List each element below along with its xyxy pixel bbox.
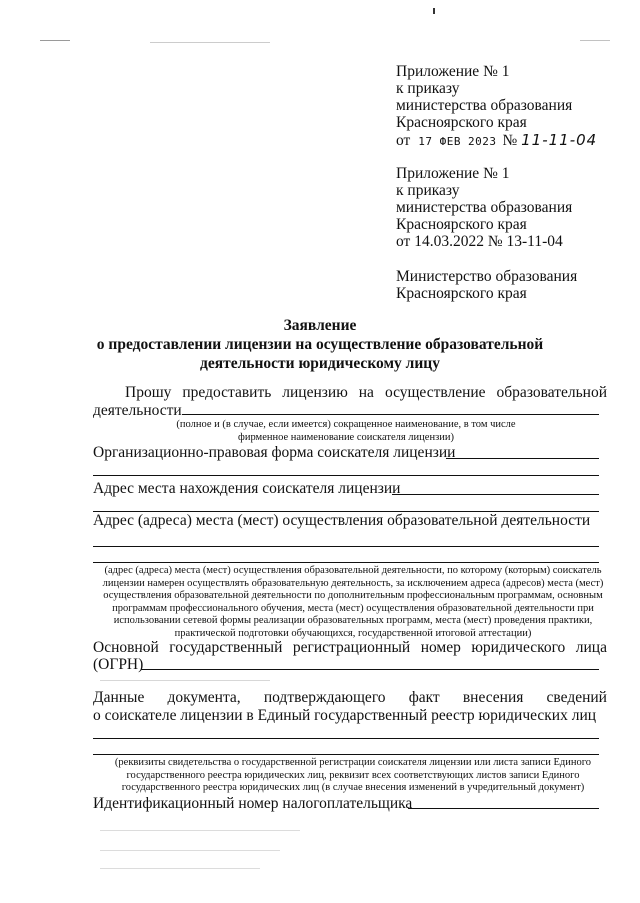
document-subtitle-line-2: деятельности юридическому лицу — [199, 355, 440, 372]
egrul-field-1[interactable] — [93, 738, 599, 739]
note-line: программам профессионального обучения, места (мест) осуществления образовательной деятельности при — [112, 602, 594, 614]
note-line: использовании сетевой формы реализации образовательных программ, места (мест) проведения практики, — [113, 615, 593, 626]
ogrn-field[interactable] — [141, 669, 599, 670]
inn-label: Идентификационный номер налогоплательщика — [93, 795, 413, 812]
addressee-region: Красноярского края — [396, 285, 527, 302]
note-line: (реквизиты свидетельства о государственной регистрации соискателя лицензии или листа записи Единого — [114, 757, 592, 768]
egrul-label-line-2: о соискателе лицензии в Единый государственный реестр юридических лиц — [93, 707, 597, 724]
order-label: к приказу — [396, 80, 460, 97]
handwritten-order-number: 11-11-04 — [521, 131, 598, 149]
request-word: образовательной — [496, 384, 607, 401]
region-label: Красноярского края — [396, 114, 527, 131]
inn-field[interactable] — [408, 808, 599, 809]
ministry-label: министерства образования — [396, 199, 573, 216]
request-word: на — [358, 384, 374, 401]
appendix-label: Приложение № 1 — [396, 63, 510, 80]
egrul-word: документа, — [167, 689, 241, 706]
egrul-word: внесения — [462, 689, 524, 706]
egrul-note — [93, 757, 613, 795]
scan-noise — [40, 40, 70, 41]
egrul-word: Данные — [93, 689, 145, 706]
note-line: осуществления образовательной деятельности по дополнительным профессиональным программам, основным — [103, 590, 603, 601]
scan-noise — [150, 42, 270, 43]
order-date-line: от 14.03.2022 № 13-11-04 — [396, 233, 563, 250]
scan-noise — [100, 868, 260, 869]
request-word: лицензию — [282, 384, 348, 401]
region-label: Красноярского края — [396, 216, 527, 233]
document-subtitle-line-1: о предоставлении лицензии на осуществление образовательной — [96, 336, 544, 353]
note-line: (адрес (адреса) места (мест) осуществления образовательной деятельности, по которому (которым) соискатель — [104, 565, 602, 576]
ogrn-word: юридического — [471, 639, 566, 656]
ogrn-word: номер — [420, 639, 461, 656]
order-label: к приказу — [396, 182, 460, 199]
egrul-word: факт — [408, 689, 440, 706]
request-line-1 — [125, 384, 607, 402]
date-prefix: от — [396, 132, 411, 149]
note-line: фирменное наименование соискателя лицензии) — [238, 431, 454, 443]
scan-noise — [433, 8, 435, 14]
scan-noise — [100, 680, 270, 681]
request-line-2-label: деятельности — [93, 402, 182, 419]
addressee — [396, 268, 577, 302]
activity-address-field-1[interactable] — [93, 546, 599, 547]
applicant-name-note — [93, 419, 599, 444]
request-word: предоставить — [182, 384, 272, 401]
activity-address-field-2[interactable] — [93, 562, 599, 563]
address-field[interactable] — [392, 494, 599, 495]
org-form-field[interactable] — [446, 458, 599, 459]
appendix-header-2 — [396, 165, 572, 250]
note-line: практической подготовки обучающихся, государственной итоговой аттестации) — [174, 627, 532, 639]
org-form-field-continued[interactable] — [93, 475, 599, 476]
ogrn-label-line-1 — [93, 639, 607, 657]
document-title: Заявление — [283, 317, 357, 334]
note-line: государственного реестра юридических лиц, реквизит всех соответствующих листов записи Единого — [126, 769, 580, 781]
activity-address-label: Адрес (адреса) места (мест) осуществления образовательной деятельности — [93, 512, 591, 529]
ogrn-word: регистрационный — [292, 639, 411, 656]
request-word: Прошу — [125, 384, 172, 401]
scan-noise — [100, 830, 300, 831]
request-word: осуществление — [384, 384, 486, 401]
ogrn-label-line-2: (ОГРН) — [93, 656, 144, 673]
org-form-label: Организационно-правовая форма соискателя лицензии — [93, 444, 456, 461]
note-line: (полное и (в случае, если имеется) сокращенное наименование, в том числе — [176, 419, 516, 430]
note-line: лицензии намерен осуществлять образовательную деятельность, за исключением адреса (адресов) места (мест) — [102, 577, 604, 589]
addressee-ministry: Министерство образования — [396, 268, 578, 285]
ogrn-word: Основной — [93, 639, 159, 656]
ogrn-word: государственный — [169, 639, 283, 656]
applicant-name-field[interactable] — [182, 414, 599, 415]
egrul-field-2[interactable] — [93, 754, 599, 755]
ogrn-word: лица — [575, 639, 607, 656]
date-stamp: 17 ФЕВ 2023 — [418, 135, 497, 148]
ministry-label: министерства образования — [396, 97, 573, 114]
note-line: государственного реестра юридических лиц (в случае внесения изменений в учредительный документ) — [121, 782, 585, 793]
scan-noise — [580, 40, 610, 41]
egrul-word: сведений — [546, 689, 607, 706]
scan-noise — [100, 850, 280, 851]
egrul-label-line-1 — [93, 689, 607, 707]
egrul-word: подтверждающего — [263, 689, 386, 706]
address-label: Адрес места нахождения соискателя лицензии — [93, 480, 401, 497]
appendix-header-1 — [396, 63, 597, 150]
activity-address-note — [93, 565, 613, 640]
order-date-line — [396, 132, 597, 150]
number-sign: № — [502, 132, 518, 149]
appendix-label: Приложение № 1 — [396, 165, 510, 182]
